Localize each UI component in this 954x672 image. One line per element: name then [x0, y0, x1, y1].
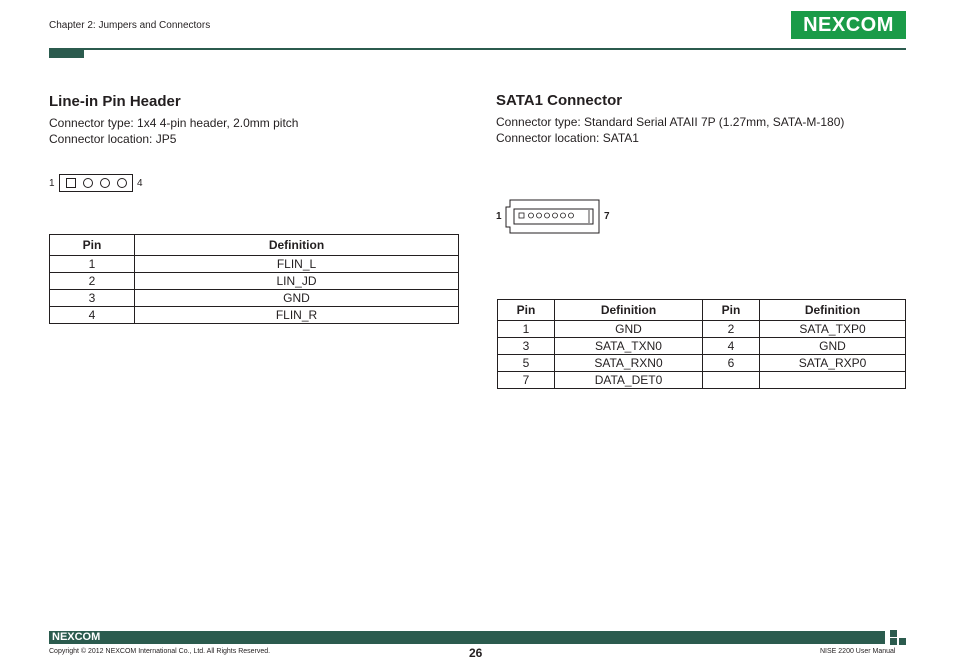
- pin-cell: 1: [498, 321, 555, 338]
- definition-cell: FLIN_R: [135, 307, 459, 324]
- table-row: [498, 355, 906, 372]
- jp5-header-diagram: [59, 174, 133, 192]
- definition-cell: SATA_RXN0: [555, 355, 703, 372]
- table-row: [498, 338, 906, 355]
- sata-connector-diagram: [505, 199, 601, 235]
- pin-cell: 2: [703, 321, 760, 338]
- jp5-pin2-circle: [83, 178, 93, 188]
- jp5-pin-first-label: 1: [49, 178, 55, 189]
- definition-cell: SATA_TXP0: [760, 321, 906, 338]
- definition-cell: DATA_DET0: [555, 372, 703, 389]
- column-header: Definition: [555, 300, 703, 321]
- pin-cell: 6: [703, 355, 760, 372]
- column-header: Pin: [703, 300, 760, 321]
- definition-cell: SATA_RXP0: [760, 355, 906, 372]
- pin-cell: 1: [50, 256, 135, 273]
- footer-logo: NEXCOM: [52, 631, 101, 643]
- table-row: [50, 290, 459, 307]
- sata-pin-first-label: 1: [496, 211, 502, 222]
- definition-cell: GND: [555, 321, 703, 338]
- table-row: [50, 256, 459, 273]
- table-row: [50, 273, 459, 290]
- pin-cell: 5: [498, 355, 555, 372]
- pin-cell: 7: [498, 372, 555, 389]
- page-number: 26: [469, 646, 483, 660]
- pin-cell: 4: [50, 307, 135, 324]
- table-header-row: [498, 300, 906, 321]
- footer-corner-square: [890, 638, 897, 645]
- definition-cell: GND: [760, 338, 906, 355]
- linein-type: Connector type: 1x4 4-pin header, 2.0mm pitch: [49, 116, 299, 130]
- sata-location: Connector location: SATA1: [496, 131, 639, 145]
- table-row: [498, 372, 906, 389]
- definition-cell: FLIN_L: [135, 256, 459, 273]
- jp5-pin1-square: [66, 178, 76, 188]
- copyright-text: Copyright © 2012 NEXCOM International Co., Ltd. All Rights Reserved.: [49, 648, 271, 655]
- table-header-row: [50, 235, 459, 256]
- pin-cell: 3: [50, 290, 135, 307]
- footer-corner-square: [890, 630, 897, 637]
- header-block: [49, 48, 84, 58]
- header-rule: [49, 48, 906, 50]
- logo-text: NEXCOM: [803, 13, 894, 36]
- linein-location: Connector location: JP5: [49, 132, 177, 146]
- sata-title: SATA1 Connector: [496, 92, 623, 109]
- table-row: [50, 307, 459, 324]
- chapter-title: Chapter 2: Jumpers and Connectors: [49, 20, 211, 31]
- pin-cell: 2: [50, 273, 135, 290]
- definition-cell: LIN_JD: [135, 273, 459, 290]
- pin-cell: [703, 372, 760, 389]
- pin-cell: 4: [703, 338, 760, 355]
- jp5-pin3-circle: [100, 178, 110, 188]
- manual-title: NISE 2200 User Manual: [820, 648, 896, 655]
- footer-corner-square: [899, 638, 906, 645]
- footer-bar: [49, 631, 885, 644]
- jp5-pin4-circle: [117, 178, 127, 188]
- column-header: Pin: [498, 300, 555, 321]
- linein-pin-table: [49, 234, 459, 324]
- nexcom-logo: [791, 11, 906, 39]
- definition-cell: GND: [135, 290, 459, 307]
- pin-cell: 3: [498, 338, 555, 355]
- jp5-pin-last-label: 4: [137, 178, 143, 189]
- sata-pin-last-label: 7: [604, 211, 610, 222]
- linein-title: Line-in Pin Header: [49, 93, 181, 110]
- column-header: Definition: [135, 235, 459, 256]
- table-row: [498, 321, 906, 338]
- sata-type: Connector type: Standard Serial ATAII 7P (1.27mm, SATA-M-180): [496, 115, 845, 129]
- definition-cell: SATA_TXN0: [555, 338, 703, 355]
- column-header: Pin: [50, 235, 135, 256]
- definition-cell: [760, 372, 906, 389]
- column-header: Definition: [760, 300, 906, 321]
- sata-pin-table: [497, 299, 906, 389]
